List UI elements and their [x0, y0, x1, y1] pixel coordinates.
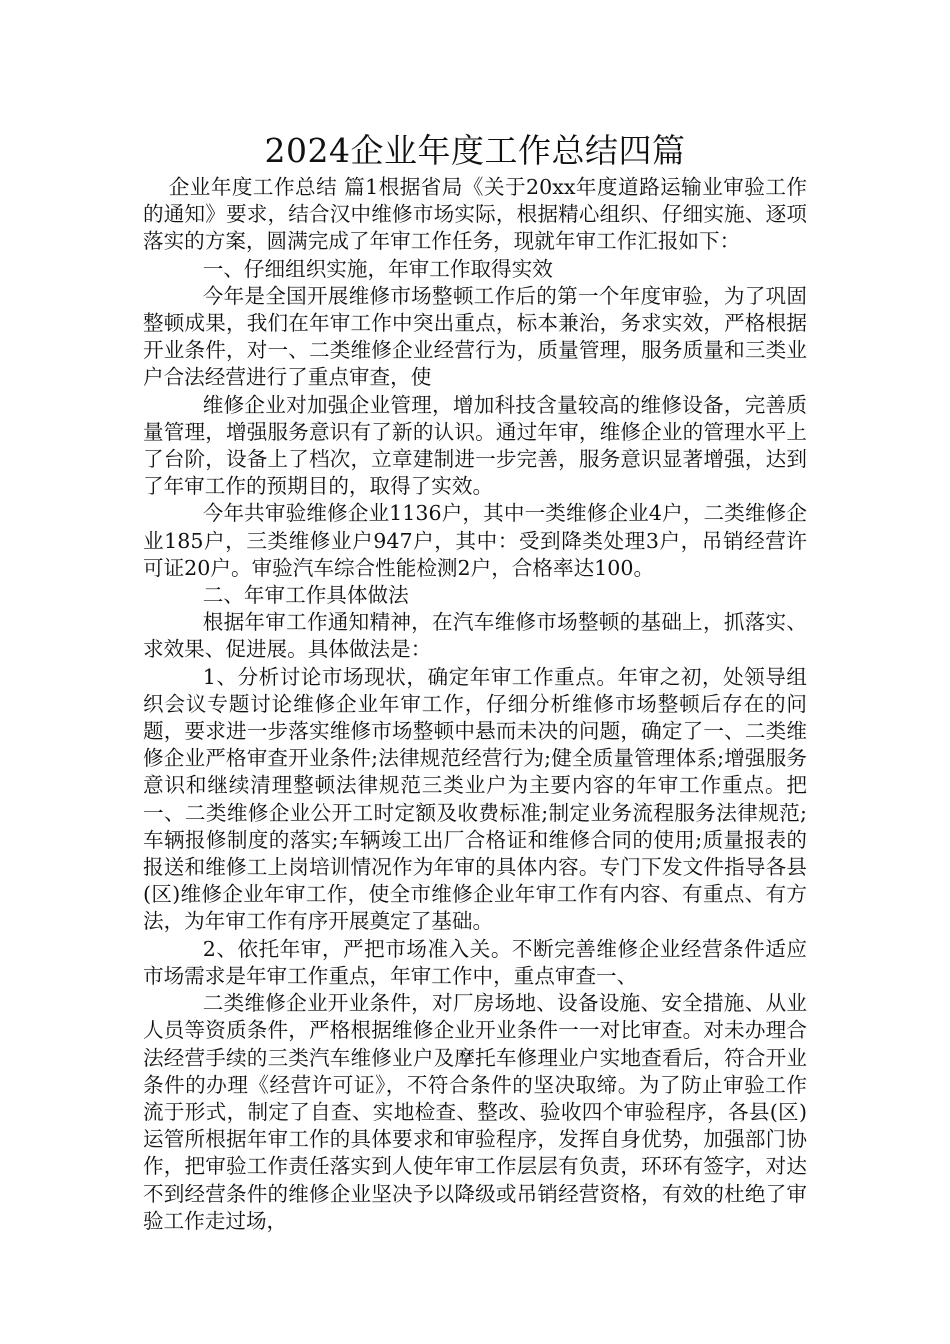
document-title: 2024企业年度工作总结四篇 [264, 131, 686, 170]
paragraph: 1、分析讨论市场现状，确定年审工作重点。年审之初，处领导组织会议专题讨论维修企业年审工作，仔细分析维修市场整顿后存在的问题，要求进一步落实维修市场整顿中悬而未决的问题，确定了一、二类维修企业严格审查开业条件;法律规范经营行为;健全质量管理体系;增强服务意识和继续清理整顿法律规范三类业户为主要内容的年审工作重点。把一、二类维修企业公开工时定额及收费标准;制定业务流程服务法律规范;车辆报修制度的落实;车辆竣工出厂合格证和维修合同的使用;质量报表的报送和维修工上岗培训情况作为年审的具体内容。专门下发文件指导各县(区)维修企业年审工作，使全市维修企业年审工作有内容、有重点、有方法，为年审工作有序开展奠定了基础。 [143, 664, 807, 934]
document-body [143, 174, 807, 1235]
paragraph: 根据年审工作通知精神，在汽车维修市场整顿的基础上，抓落实、求效果、促进展。具体做法是： [143, 610, 807, 662]
paragraph: 今年是全国开展维修市场整顿工作后的第一个年度审验，为了巩固整顿成果，我们在年审工作中突出重点，标本兼治，务求实效，严格根据开业条件，对一、二类维修企业经营行为，质量管理，服务质量和三类业户合法经营进行了重点审查，使 [143, 283, 807, 390]
section-heading-1: 一、仔细组织实施，年审工作取得实效 [202, 256, 553, 281]
paragraph: 2、依托年审，严把市场准入关。不断完善维修企业经营条件适应市场需求是年审工作重点，年审工作中，重点审查一、 [143, 936, 807, 988]
section-heading-2: 二、年审工作具体做法 [202, 583, 409, 608]
paragraph: 二类维修企业开业条件，对厂房场地、设备设施、安全措施、从业人员等资质条件，严格根据维修企业开业条件一一对比审查。对未办理合法经营手续的三类汽车维修业户及摩托车修理业户实地查看后，符合开业条件的办理《经营许可证》，不符合条件的坚决取缔。为了防止审验工作流于形式，制定了自查、实地检查、整改、验收四个审验程序，各县(区)运管所根据年审工作的具体要求和审验程序，发挥自身优势，加强部门协作，把审验工作责任落实到人使年审工作层层有负责，环环有签字，对达不到经营条件的维修企业坚决予以降级或吊销经营资格，有效的杜绝了审验工作走过场， [143, 991, 807, 1233]
paragraph: 今年共审验维修企业1136户，其中一类维修企业4户，二类维修企业185户，三类维修业户947户，其中：受到降类处理3户，吊销经营许可证20户。审验汽车综合性能检测2户，合格率达100。 [143, 501, 807, 580]
paragraph: 维修企业对加强企业管理，增加科技含量较高的维修设备，完善质量管理，增强服务意识有了新的认识。通过年审，维修企业的管理水平上了台阶，设备上了档次，立章建制进一步完善，服务意识显著增强，达到了年审工作的预期目的，取得了实效。 [143, 392, 807, 499]
paragraph-intro: 企业年度工作总结 篇1根据省局《关于20xx年度道路运输业审验工作的通知》要求，结合汉中维修市场实际，根据精心组织、仔细实施、逐项落实的方案，圆满完成了年审工作任务，现就年审工作汇报如下： [143, 175, 807, 254]
